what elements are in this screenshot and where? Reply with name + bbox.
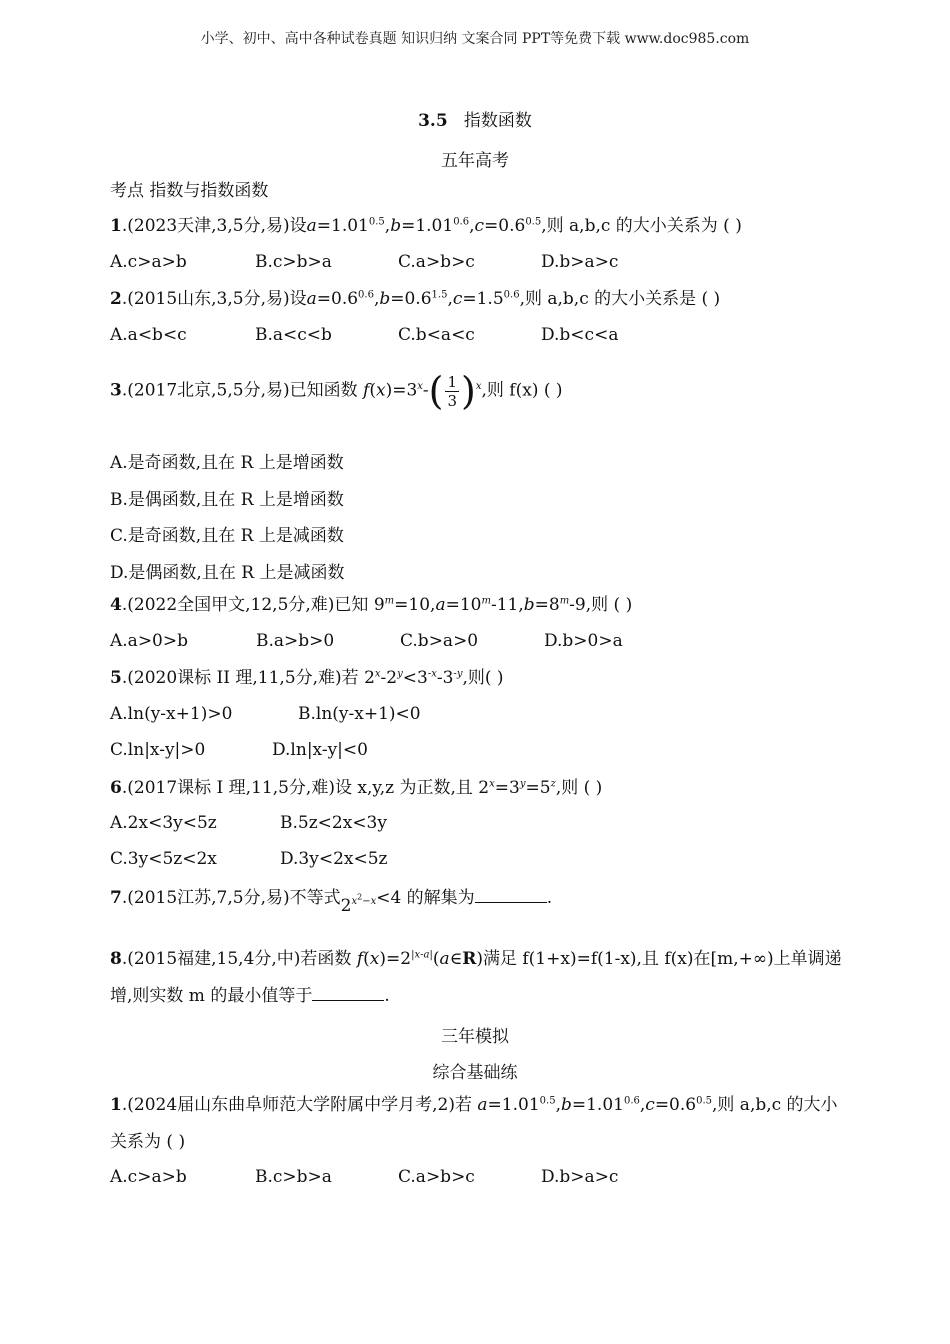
question-4: 4.(2022全国甲文,12,5分,难)已知 $9^m=10,a=10^m-11,b=8^m-9$,则 ( ) (110, 595, 633, 615)
q3-option-b[interactable]: B.是偶函数,且在 R 上是增函数 (110, 490, 344, 510)
question-6: 6.(2017课标 I 理,11,5分,难)设 x,y,z 为正数,且 $2^x=3^y=5^z$,则 ( ) (110, 778, 603, 798)
q1-option-c[interactable]: C.a>b>c (398, 252, 475, 272)
mock-question-1-line-2: 关系为 ( ) (110, 1132, 186, 1152)
part2-title: 三年模拟 (441, 1027, 509, 1047)
page-header: 小学、初中、高中各种试卷真题 知识归纳 文案合同 PPT等免费下载 www.doc985.com (200, 31, 750, 47)
q6-option-d[interactable]: D.3y<2x<5z (280, 849, 388, 869)
q4-option-d[interactable]: D.b>0>a (544, 631, 623, 651)
mock-question-1: 1.(2024届山东曲阜师范大学附属中学月考,2)若 $a=1.01^{0.5},b=1.01^{0.6},c=0.6^{0.5}$,则 a,b,c 的大小 (110, 1095, 838, 1115)
m1-option-d[interactable]: D.b>a>c (541, 1167, 619, 1187)
q5-option-b[interactable]: B.ln(y-x+1)<0 (298, 704, 421, 724)
question-8: 8.(2015福建,15,4分,中)若函数 $f(x)=2^{|x-a|}(a\in R)$满足 f(1+x)=f(1-x),且 f(x)在[m,+∞)上单调递 (110, 949, 842, 969)
q4-option-c[interactable]: C.b>a>0 (400, 631, 479, 651)
question-7: 7.(2015江苏,7,5分,易)不等式$2^{x^2-x}<4$ 的解集为 . (110, 888, 553, 916)
topic-heading: 考点 指数与指数函数 (110, 181, 269, 201)
q3-option-c[interactable]: C.是奇函数,且在 R 上是减函数 (110, 526, 344, 546)
q2-option-d[interactable]: D.b<c<a (541, 325, 619, 345)
q5-option-a[interactable]: A.ln(y-x+1)>0 (110, 704, 233, 724)
question-3: 3.(2017北京,5,5分,易)已知函数 $f(x)=3^x-$( $\frac{1}{3}$ )$^x$,则 f(x) ( ) (110, 369, 563, 413)
q8-answer-blank[interactable] (312, 986, 384, 1001)
q2-option-c[interactable]: C.b<a<c (398, 325, 475, 345)
question-1: 1.(2023天津,3,5分,易)设$a=1.01^{0.5},b=1.01^{0.6},c=0.6^{0.5}$,则 a,b,c 的大小关系为 ( ) (110, 216, 742, 236)
part1-title: 五年高考 (441, 151, 509, 171)
question-5: 5.(2020课标 II 理,11,5分,难)若 $2^x-2^y<3^{-x}-3^{-y}$,则( ) (110, 668, 504, 688)
m1-option-c[interactable]: C.a>b>c (398, 1167, 475, 1187)
q3-option-d[interactable]: D.是偶函数,且在 R 上是减函数 (110, 563, 345, 583)
question-2: 2.(2015山东,3,5分,易)设$a=0.6^{0.6},b=0.6^{1.5},c=1.5^{0.6}$,则 a,b,c 的大小关系是 ( ) (110, 289, 721, 309)
section-heading (0, 106, 950, 131)
q5-option-d[interactable]: D.ln|x-y|<0 (272, 740, 368, 760)
q3-option-a[interactable]: A.是奇函数,且在 R 上是增函数 (110, 453, 344, 473)
question-8-line-2: 增,则实数 m 的最小值等于 . (110, 986, 390, 1006)
m1-option-a[interactable]: A.c>a>b (110, 1167, 187, 1187)
q6-option-c[interactable]: C.3y<5z<2x (110, 849, 217, 869)
q4-option-b[interactable]: B.a>b>0 (256, 631, 335, 651)
q5-option-c[interactable]: C.ln|x-y|>0 (110, 740, 206, 760)
m1-option-b[interactable]: B.c>b>a (255, 1167, 332, 1187)
q6-option-b[interactable]: B.5z<2x<3y (280, 813, 387, 833)
q4-option-a[interactable]: A.a>0>b (110, 631, 189, 651)
q2-option-b[interactable]: B.a<c<b (255, 325, 332, 345)
q1-option-d[interactable]: D.b>a>c (541, 252, 619, 272)
q1-option-a[interactable]: A.c>a>b (110, 252, 187, 272)
part2-subtitle: 综合基础练 (432, 1063, 518, 1083)
section-title: 指数函数 (463, 111, 532, 131)
q7-answer-blank[interactable] (475, 888, 547, 903)
q1-option-b[interactable]: B.c>b>a (255, 252, 332, 272)
fraction-one-third: $\frac{1}{3}$ (447, 372, 458, 410)
section-number: 3.5 (418, 111, 448, 131)
q2-option-a[interactable]: A.a<b<c (110, 325, 187, 345)
q6-option-a[interactable]: A.2x<3y<5z (110, 813, 217, 833)
